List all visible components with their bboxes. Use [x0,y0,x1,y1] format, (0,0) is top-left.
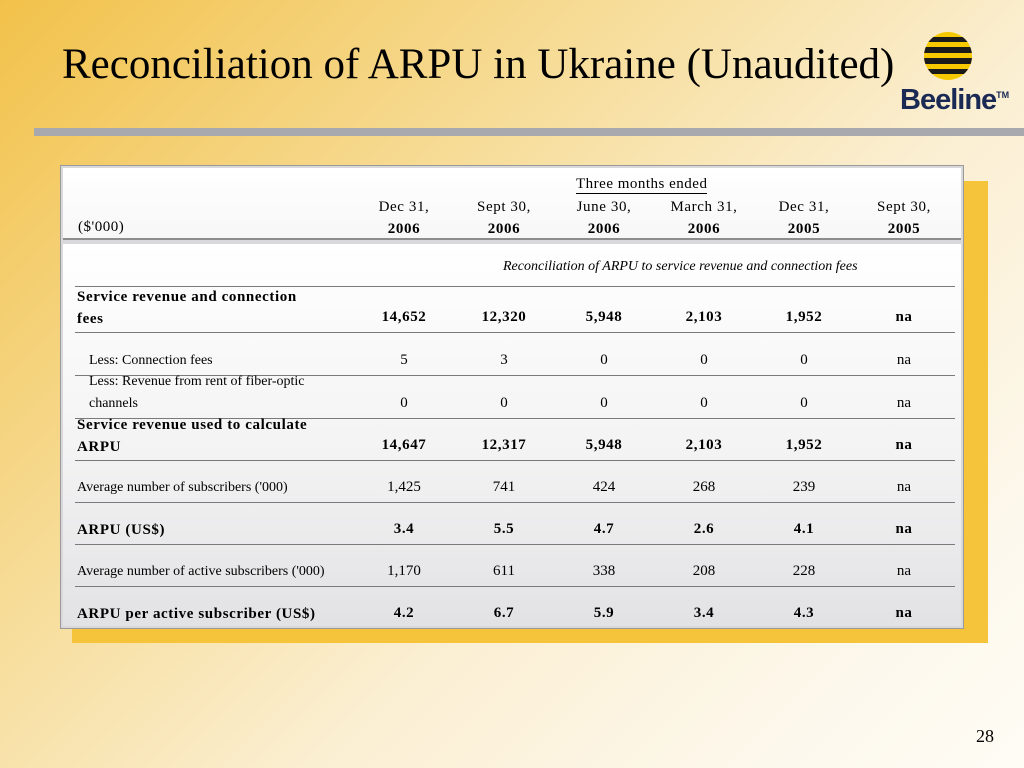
table-cell: 1,952 [785,309,823,325]
column-header: June 30, 2006 [576,199,632,237]
table-cell: 0 [800,352,808,368]
row-label: ARPU per active subscriber (US$) [77,606,316,622]
table-cell: 4.2 [393,605,415,621]
table-cell: 1,425 [387,479,421,495]
row-divider [75,502,955,503]
table-cell: 14,652 [381,309,427,325]
unit-label: ($'000) [78,219,125,235]
table-cell: 741 [492,479,516,495]
page-number: 28 [976,726,994,746]
title-divider [34,128,1024,136]
table-cell: na [895,605,913,621]
row-divider [75,460,955,461]
table-cell: na [895,309,913,325]
row-label: Service revenue and connection fees [77,289,297,327]
table-cell: 12,320 [481,309,527,325]
table-cell: na [895,437,913,453]
row-label: Less: Revenue from rent of fiber-optic channels [89,374,305,411]
column-header: March 31, 2006 [670,199,738,237]
table-cell: 0 [600,395,608,411]
table-cell: 0 [800,395,808,411]
group-header: Three months ended [576,176,708,192]
table-body [63,244,961,626]
table-cell: 1,170 [387,563,421,579]
row-label: Average number of active subscribers ('000) [77,564,325,579]
table-cell: na [896,352,912,368]
table-cell: 1,952 [785,437,823,453]
row-divider [75,586,955,587]
table-cell: 2,103 [685,309,723,325]
table-cell: 611 [493,563,515,579]
table-cell: 239 [792,479,816,495]
table-cell: 3.4 [393,521,415,537]
table-cell: 338 [592,563,616,579]
table-cell: 0 [700,395,708,411]
slide-title: Reconciliation of ARPU in Ukraine (Unaudited) [62,41,895,88]
table-subtitle: Reconciliation of ARPU to service revenue and connection fees [503,259,858,274]
table-cell: 5.9 [593,605,615,621]
table-cell: 0 [400,395,408,411]
table-cell: 0 [500,395,508,411]
table-cell: 424 [592,479,616,495]
table-cell: 4.3 [793,605,815,621]
table-cell: na [895,521,913,537]
table-header [63,168,961,240]
row-label: ARPU (US$) [77,522,166,538]
table-cell: 5.5 [493,521,515,537]
table-cell: 2,103 [685,437,723,453]
table-cell: 228 [792,563,816,579]
table-cell: 2.6 [693,521,715,537]
table-cell: 14,647 [381,437,427,453]
table-cell: 5,948 [585,309,623,325]
row-label: Less: Connection fees [89,353,213,368]
column-header: Dec 31, 2005 [778,199,830,237]
row-label: Service revenue used to calculate ARPU [77,417,308,455]
row-divider [75,544,955,545]
logo-wordmark: Beeline™ [900,84,1010,116]
table-cell: 208 [692,563,716,579]
column-header: Sept 30, 2005 [877,199,931,237]
table-cell: 5,948 [585,437,623,453]
table-cell: 6.7 [493,605,515,621]
table-cell: 12,317 [481,437,527,453]
row-label: Average number of subscribers ('000) [77,480,288,495]
arpu-reconciliation-table [60,165,964,629]
row-divider [75,332,955,333]
column-header: Dec 31, 2006 [378,199,430,237]
table-cell: 5 [400,352,408,368]
table-cell: na [896,395,912,411]
column-header: Sept 30, 2006 [477,199,531,237]
table-cell: 0 [600,352,608,368]
table-cell: 3 [500,352,508,368]
table-cell: na [896,563,912,579]
bee-stripe-logo-icon [922,30,974,82]
table-cell: 268 [692,479,716,495]
table-cell: 4.1 [793,521,815,537]
beeline-logo [896,30,1010,116]
table-cell: 0 [700,352,708,368]
table-cell: 4.7 [593,521,615,537]
table-cell: na [896,479,912,495]
table-cell: 3.4 [693,605,715,621]
